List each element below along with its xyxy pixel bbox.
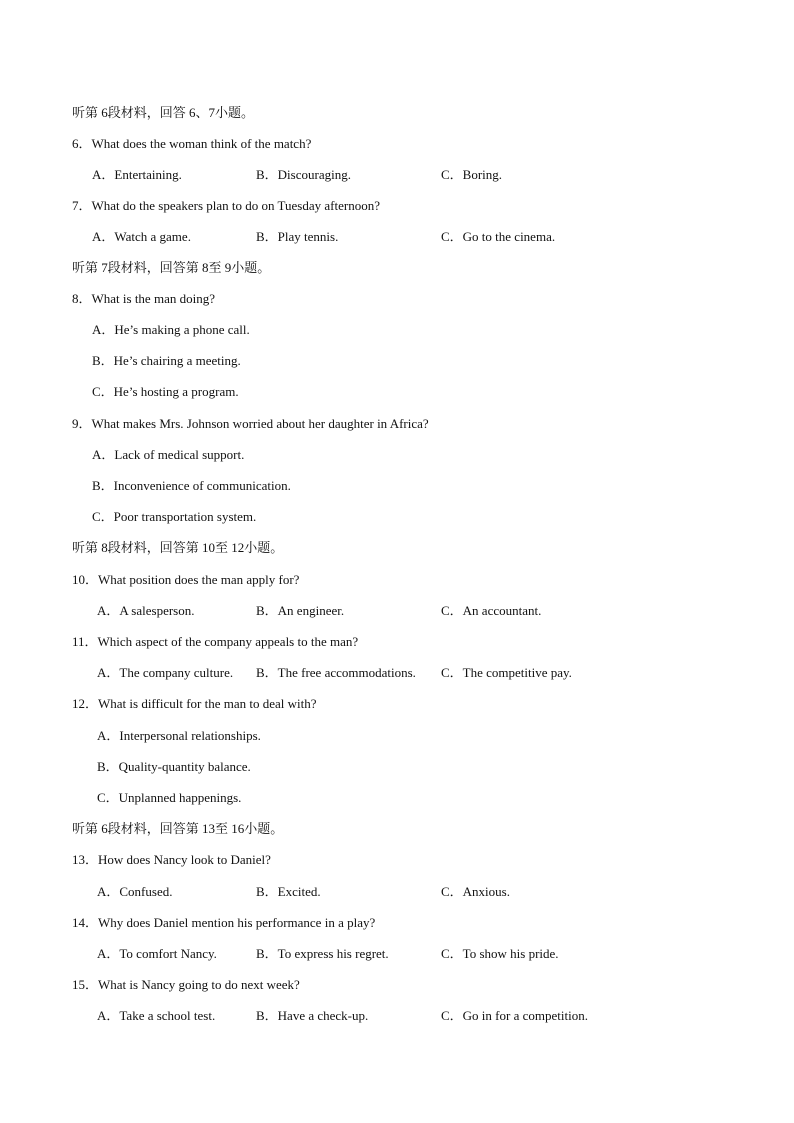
q6-option-a: A．Entertaining. bbox=[92, 167, 182, 182]
question-11: 11．Which aspect of the company appeals to the man? bbox=[72, 634, 359, 649]
question-14: 14．Why does Daniel mention his performance in a play? bbox=[72, 915, 376, 930]
q7-option-b: B．Play tennis. bbox=[256, 229, 339, 244]
question-6: 6．What does the woman think of the match? bbox=[72, 136, 312, 151]
section-heading: 听第 6段材料，回答第 13至 16小题。 bbox=[72, 821, 284, 836]
q6-option-c: C．Boring. bbox=[441, 167, 503, 182]
q9-option-c: C．Poor transportation system. bbox=[92, 509, 257, 524]
q9-option-a: A．Lack of medical support. bbox=[92, 447, 245, 462]
section-heading: 听第 6段材料，回答 6、7小题。 bbox=[72, 105, 255, 120]
question-15: 15．What is Nancy going to do next week? bbox=[72, 977, 300, 992]
question-8: 8．What is the man doing? bbox=[72, 291, 215, 306]
q8-option-b: B．He’s chairing a meeting. bbox=[92, 353, 241, 368]
q13-option-c: C．Anxious. bbox=[441, 884, 510, 899]
q15-option-b: B．Have a check-up. bbox=[256, 1008, 369, 1023]
q9-option-b: B．Inconvenience of communication. bbox=[92, 478, 291, 493]
section-heading: 听第 7段材料，回答第 8至 9小题。 bbox=[72, 260, 271, 275]
question-10: 10．What position does the man apply for? bbox=[72, 572, 300, 587]
q10-option-b: B．An engineer. bbox=[256, 603, 345, 618]
q6-option-b: B．Discouraging. bbox=[256, 167, 351, 182]
q7-option-c: C．Go to the cinema. bbox=[441, 229, 556, 244]
q11-option-c: C．The competitive pay. bbox=[441, 665, 572, 680]
q12-option-b: B．Quality-quantity balance. bbox=[97, 759, 251, 774]
q14-option-a: A．To comfort Nancy. bbox=[97, 946, 217, 961]
section-heading: 听第 8段材料，回答第 10至 12小题。 bbox=[72, 540, 284, 555]
q11-option-a: A．The company culture. bbox=[97, 665, 234, 680]
q12-option-c: C．Unplanned happenings. bbox=[97, 790, 242, 805]
q12-option-a: A．Interpersonal relationships. bbox=[97, 728, 261, 743]
q14-option-c: C．To show his pride. bbox=[441, 946, 559, 961]
question-13: 13．How does Nancy look to Daniel? bbox=[72, 852, 271, 867]
q15-option-c: C．Go in for a competition. bbox=[441, 1008, 588, 1023]
q14-option-b: B．To express his regret. bbox=[256, 946, 389, 961]
q13-option-a: A．Confused. bbox=[97, 884, 173, 899]
q10-option-c: C．An accountant. bbox=[441, 603, 542, 618]
question-12: 12．What is difficult for the man to deal with? bbox=[72, 696, 317, 711]
q8-option-c: C．He’s hosting a program. bbox=[92, 384, 239, 399]
q8-option-a: A．He’s making a phone call. bbox=[92, 322, 250, 337]
question-7: 7．What do the speakers plan to do on Tuesday afternoon? bbox=[72, 198, 380, 213]
q11-option-b: B．The free accommodations. bbox=[256, 665, 416, 680]
question-9: 9．What makes Mrs. Johnson worried about her daughter in Africa? bbox=[72, 416, 429, 431]
q15-option-a: A．Take a school test. bbox=[97, 1008, 216, 1023]
q13-option-b: B．Excited. bbox=[256, 884, 321, 899]
q7-option-a: A．Watch a game. bbox=[92, 229, 191, 244]
q10-option-a: A．A salesperson. bbox=[97, 603, 195, 618]
